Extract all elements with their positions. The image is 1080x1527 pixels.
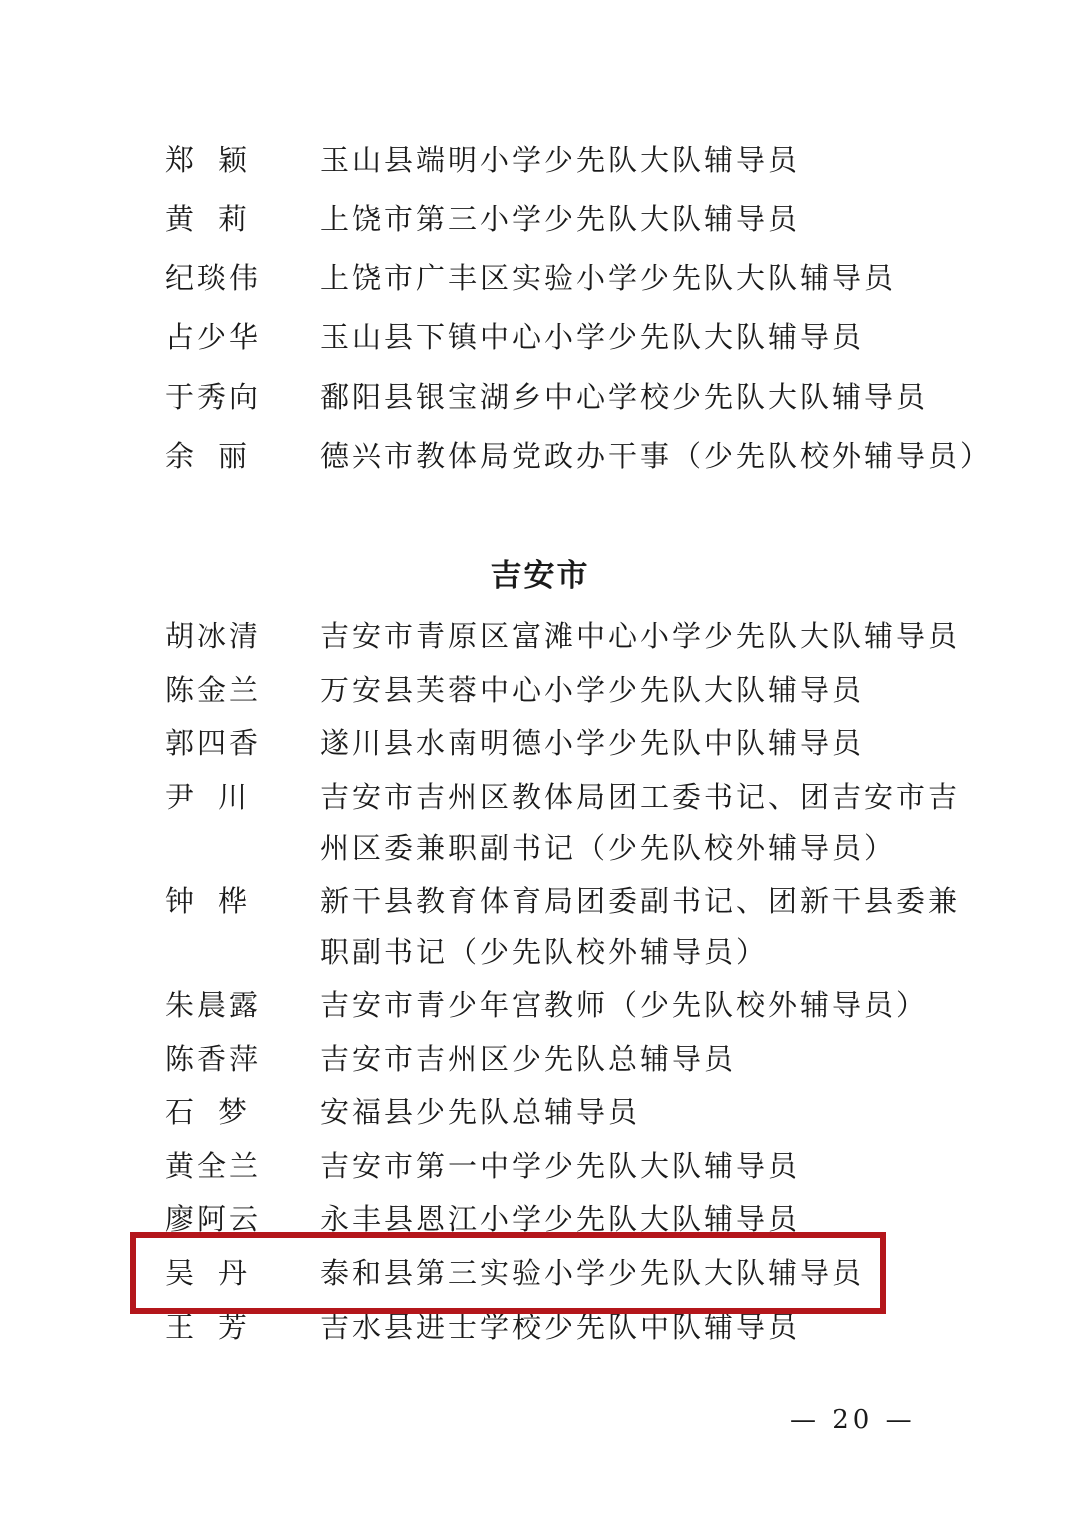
person-name: 朱晨露 — [165, 988, 262, 1022]
person-position: 上饶市第三小学少先队大队辅导员 — [320, 202, 801, 236]
person-name: 钟 桦 — [165, 884, 247, 918]
person-name: 廖阿云 — [165, 1202, 262, 1236]
person-name: 吴 丹 — [165, 1256, 247, 1290]
person-position: 安福县少先队总辅导员 — [320, 1095, 641, 1129]
person-position: 玉山县下镇中心小学少先队大队辅导员 — [320, 320, 865, 354]
person-name: 郑 颖 — [165, 143, 247, 177]
person-name: 纪琰伟 — [165, 261, 262, 295]
person-name: 余 丽 — [165, 439, 247, 473]
person-position: 遂川县水南明德小学少先队中队辅导员 — [320, 726, 865, 760]
person-name: 石 梦 — [165, 1095, 247, 1129]
person-position: 鄱阳县银宝湖乡中心学校少先队大队辅导员 — [320, 380, 929, 414]
person-name: 于秀向 — [165, 380, 262, 414]
person-name: 占少华 — [165, 320, 262, 354]
person-position: 万安县芙蓉中心小学少先队大队辅导员 — [320, 673, 865, 707]
person-position: 吉安市青原区富滩中心小学少先队大队辅导员 — [320, 619, 961, 653]
person-name: 胡冰清 — [165, 619, 262, 653]
person-name: 陈金兰 — [165, 673, 262, 707]
person-position: 泰和县第三实验小学少先队大队辅导员 — [320, 1256, 865, 1290]
person-position: 吉安市第一中学少先队大队辅导员 — [320, 1149, 801, 1183]
section-title: 吉安市 — [490, 558, 590, 594]
person-name: 尹 川 — [165, 780, 247, 814]
person-name: 郭四香 — [165, 726, 262, 760]
person-name: 黄全兰 — [165, 1149, 262, 1183]
person-position: 玉山县端明小学少先队大队辅导员 — [320, 143, 801, 177]
person-name: 黄 莉 — [165, 202, 247, 236]
person-name: 王 芳 — [165, 1310, 247, 1344]
person-position: 上饶市广丰区实验小学少先队大队辅导员 — [320, 261, 897, 295]
person-position: 吉水县进士学校少先队中队辅导员 — [320, 1310, 801, 1344]
page-number: — 20 — — [790, 1405, 916, 1435]
person-name: 陈香萍 — [165, 1042, 262, 1076]
person-position: 吉安市吉州区教体局团工委书记、团吉安市吉州区委兼职副书记（少先队校外辅导员） — [320, 780, 961, 865]
person-position: 新干县教育体育局团委副书记、团新干县委兼职副书记（少先队校外辅导员） — [320, 884, 961, 969]
highlight-box — [130, 1232, 886, 1314]
person-position: 德兴市教体局党政办干事（少先队校外辅导员） — [320, 439, 993, 473]
person-position: 吉安市吉州区少先队总辅导员 — [320, 1042, 737, 1076]
person-position: 吉安市青少年宫教师（少先队校外辅导员） — [320, 988, 929, 1022]
person-position: 永丰县恩江小学少先队大队辅导员 — [320, 1202, 801, 1236]
